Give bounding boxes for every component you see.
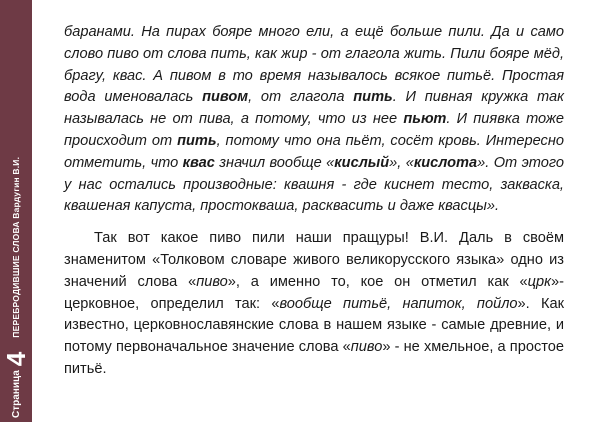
emphasis-run: пить	[353, 89, 393, 106]
text-run: »-церковное, определил так: «	[64, 273, 564, 312]
emphasis-run: квас	[182, 154, 215, 171]
text-run: . И пиявка тоже происходит от	[64, 111, 565, 149]
text-run: » - не хмельное, а простое питьё.	[64, 339, 564, 377]
text-run: ». От этого у нас остались производные: квашня - где киснет тесто, закваска, квашеная капуста, простокваша, расквасить и даже квасцы».	[64, 154, 565, 215]
text-run: значил вообще «	[214, 154, 335, 171]
emphasis-run: црк	[527, 273, 552, 290]
text-run: , потому что она пьёт, сосёт кровь. Интересно отметить, что	[64, 132, 564, 171]
text-run: баранами. На пирах бояре много ели, а ещё больше пили. Да и само слово пиво от слова пить, как жир - от глагола жить. Пили бояре мёд, брагу, квас. А пивом в то время называлось всякое питьё. Простая вода именовалась	[64, 24, 564, 106]
page-label: Страница	[10, 370, 22, 418]
emphasis-run: пиво	[196, 273, 228, 290]
paragraph-2	[64, 228, 564, 381]
sidebar	[0, 0, 32, 422]
text-run: ». Как известно, церковнославянские слова в нашем языке - самые древние, и потому первоначальное значение слова «	[64, 295, 564, 356]
emphasis-run: кислый	[334, 154, 390, 171]
emphasis-run: пивом	[202, 89, 249, 106]
emphasis-run: пиво	[350, 339, 383, 356]
emphasis-run: пить	[177, 132, 217, 149]
paragraph-1	[64, 22, 564, 218]
book-title: ПЕРЕБРОДИВШИЕ СЛОВА Вардугин В.И.	[11, 156, 21, 338]
text-run: », «	[389, 154, 414, 171]
text-run: Так вот какое пиво пили наши пращуры! В.И. Даль в своём знаменитом «Толковом словаре живого великорусского языка» одно из значений слова «	[64, 230, 564, 290]
emphasis-run: кислота	[413, 154, 478, 171]
page-content	[64, 22, 564, 381]
emphasis-run: вообще питьё, напиток, пойло	[279, 295, 518, 312]
text-run: , от глагола	[248, 89, 354, 106]
text-run: », а именно то, кое он отметил как «	[227, 273, 528, 290]
sidebar-vertical-label	[0, 0, 32, 422]
text-run: . И пивная кружка так называлась не от пива, а потому, что из нее	[64, 89, 565, 128]
page-number: 4	[1, 351, 31, 367]
emphasis-run: пьют	[403, 111, 447, 128]
